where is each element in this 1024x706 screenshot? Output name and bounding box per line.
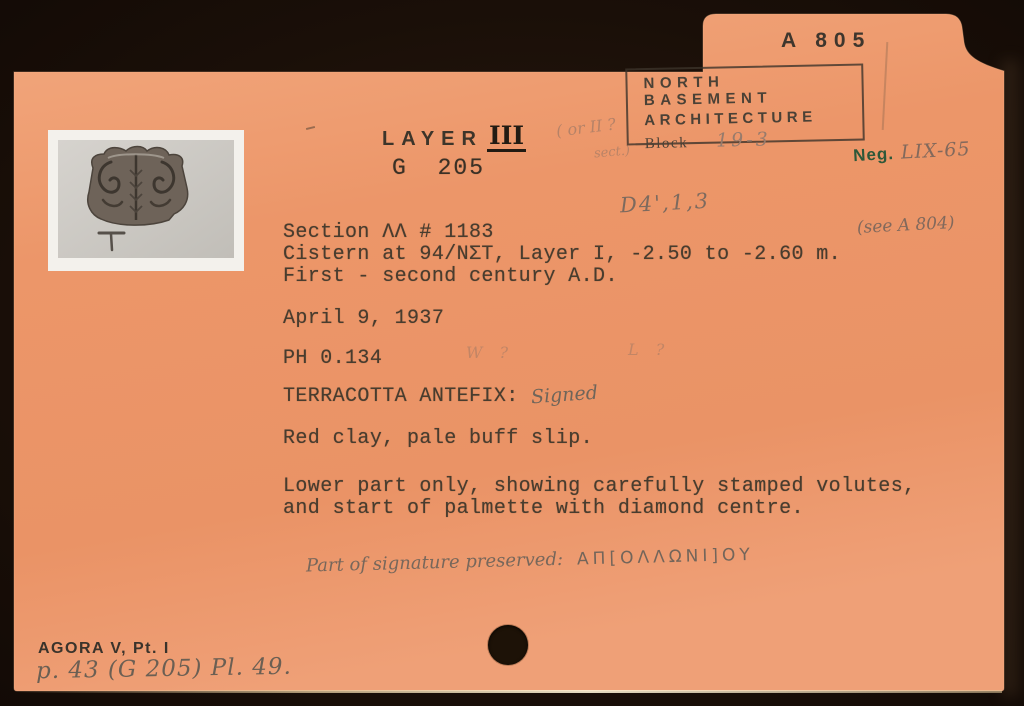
card-bottom-edge-highlight <box>16 690 1002 693</box>
publication-reference-pencil: p. 43 (G 205) Pl. 49. <box>35 653 293 685</box>
object-title-annotation: Signed <box>530 381 599 409</box>
findspot-line: Cistern at 94/ΝΣΤ, Layer I, -2.50 to -2.60 m. <box>283 243 842 266</box>
dimension-length-query: L ? <box>628 340 671 359</box>
stamp-line-north-basement: NORTH BASEMENT <box>643 73 773 110</box>
tab-inventory-number: A 805 <box>781 29 872 52</box>
signature-label: Part of signature preserved: <box>305 548 564 577</box>
object-title: TERRACOTTA ANTEFIX: <box>283 385 519 408</box>
signature-note <box>282 523 754 598</box>
period-line: First - second century A.D. <box>283 265 618 288</box>
section-line: Section ΛΛ # 1183 <box>283 221 494 244</box>
neg-line-1 <box>853 137 972 168</box>
dimension-width-query: W ? <box>466 343 515 362</box>
block-label: Block <box>644 135 689 153</box>
inventory-number: G 205 <box>392 155 486 181</box>
layer-numeral-ink: III <box>489 121 525 150</box>
publication-stamp: AGORA V, Pt. I <box>38 640 170 657</box>
artifact-photo <box>48 130 244 271</box>
neg-see-also: (see A 804) <box>856 212 956 239</box>
layer-alt-pencil-note-2: sect.) <box>593 143 631 162</box>
fabric-line: Red clay, pale buff slip. <box>283 427 594 450</box>
description-line-1: Lower part only, showing carefully stamped volutes, <box>283 475 916 498</box>
grid-reference-pencil: D4',1,3 <box>619 188 711 218</box>
date-line: April 9, 1937 <box>283 307 445 330</box>
provenance-stamp-box <box>625 64 865 153</box>
signature-greek-text: ΑΠ[ΟΛΛΩΝΙ]ΟΥ <box>576 544 755 570</box>
antefix-fragment <box>88 147 188 226</box>
description-line-2: and start of palmette with diamond centre. <box>283 497 804 520</box>
dimension-line: PH 0.134 <box>283 347 383 370</box>
negative-number-note <box>850 89 977 288</box>
neg-number: LIX-65 <box>893 137 972 164</box>
punch-hole <box>488 625 528 665</box>
stamp-line-architecture: ARCHITECTURE <box>644 108 817 130</box>
layer-alt-pencil-note-1: ( or II ? <box>555 114 617 141</box>
neg-prefix: Neg. <box>852 143 895 166</box>
block-value-handwritten: 19-3 <box>715 128 771 152</box>
layer-label: LAYER <box>382 128 483 150</box>
stamp-line-block <box>645 127 863 154</box>
